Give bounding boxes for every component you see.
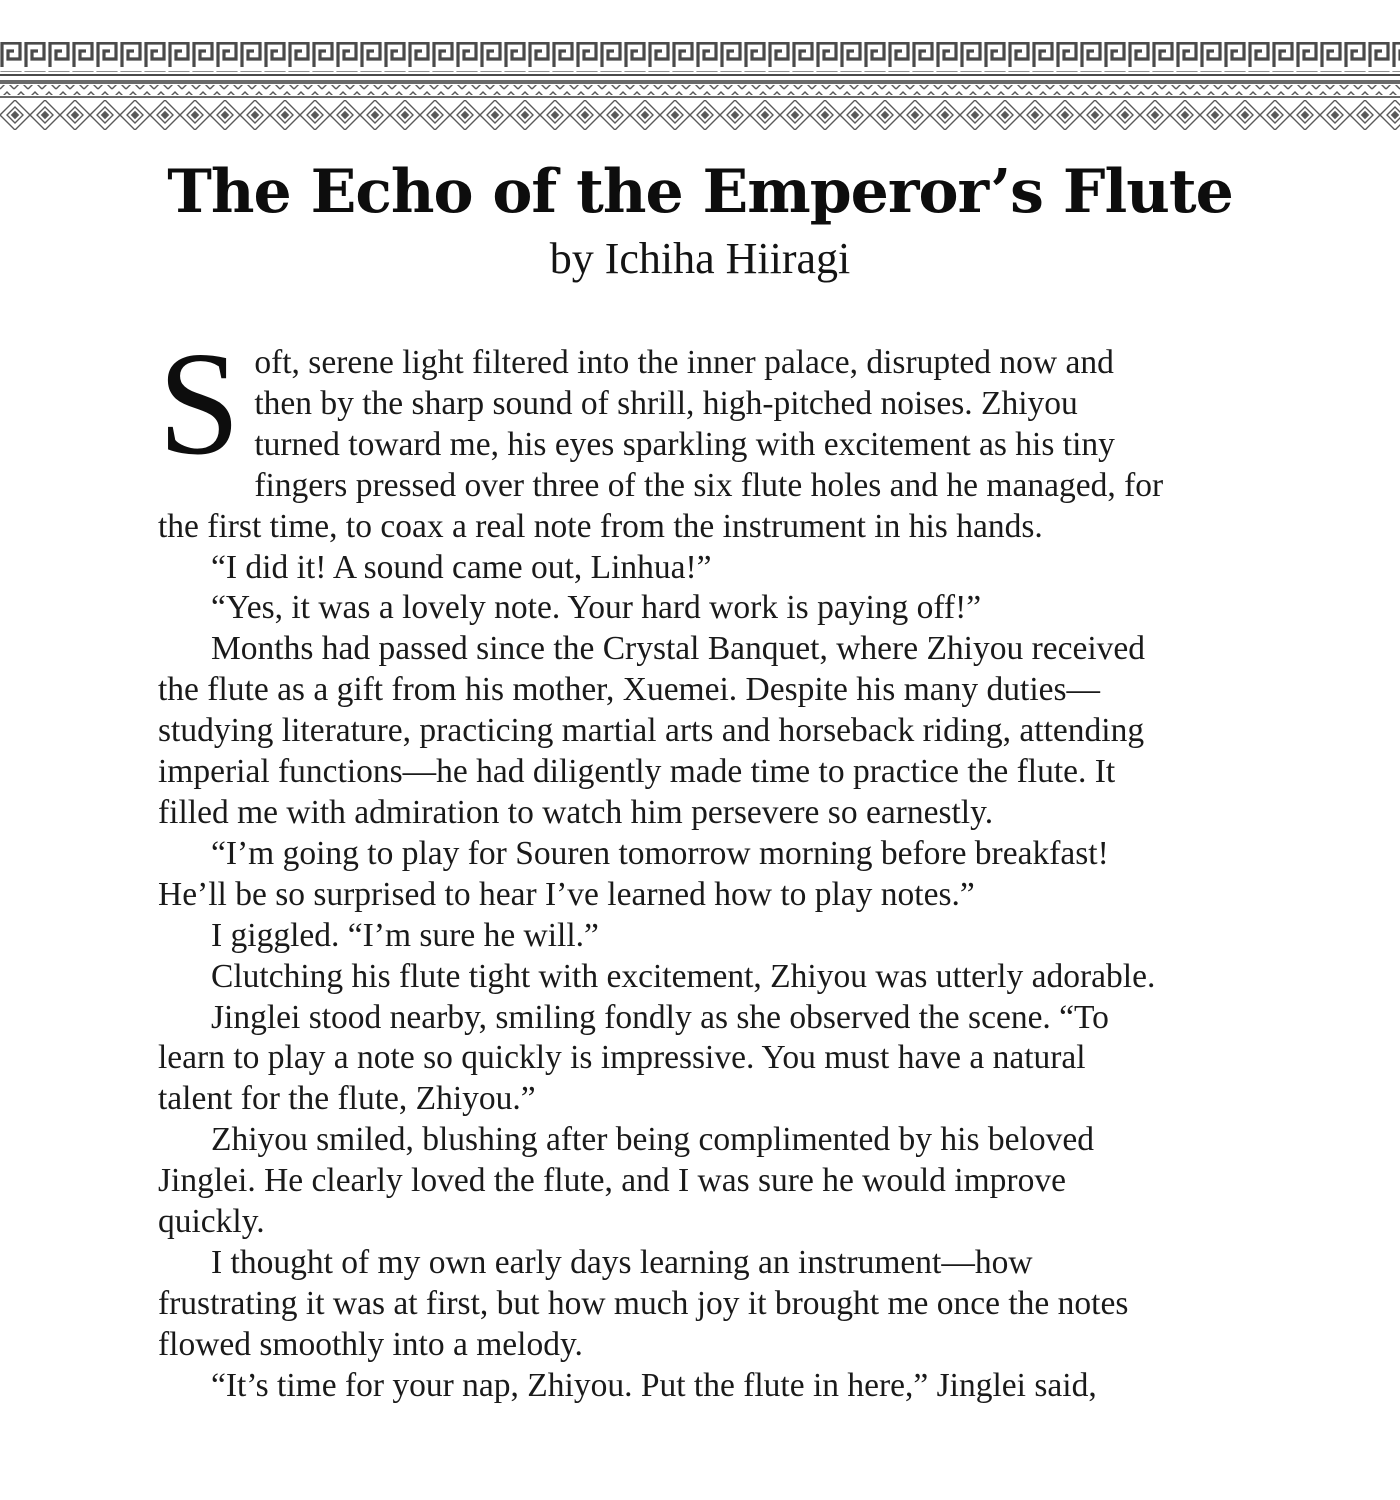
story-paragraph: “Yes, it was a lovely note. Your hard work is paying off!” [211,589,982,627]
story-paragraph: “It’s time for your nap, Zhiyou. Put the flute in here,” Jinglei said, [211,1366,1097,1404]
story-paragraph: I giggled. “I’m sure he will.” [211,916,599,954]
first-paragraph-text: oft, serene light filtered into the inner palace, disrupted now and then by the sharp sound of shrill, high-pitched noises. Zhiyou turned toward me, his eyes sparkling with excitement as his tiny fingers pressed over three of the six flute holes and he managed, for the first time, to coax a real note from the instrument in his hands. [158,344,1164,545]
story-paragraph: I thought of my own early days learning an instrument—how frustrating it was at first, but how much joy it brought me once the notes flowed smoothly into a melody. [158,1243,1129,1363]
story-body [158,322,1168,1407]
story-byline: by Ichiha Hiiragi [549,234,851,283]
story-paragraph-first [158,322,1168,548]
story-paragraph: Jinglei stood nearby, smiling fondly as she observed the scene. “To learn to play a note so quickly is impressive. You must have a natural talent for the flute, Zhiyou.” [158,998,1109,1118]
drop-cap-letter: S [158,322,241,486]
diamond-border-row [0,100,1400,130]
decorative-border-band [0,40,1400,132]
story-paragraph: Clutching his flute tight with excitement, Zhiyou was utterly adorable. [211,957,1156,995]
story-paragraph: Zhiyou smiled, blushing after being complimented by his beloved Jinglei. He clearly loved the flute, and I was sure he would improve quickly. [158,1121,1094,1241]
story-paragraph: Months had passed since the Crystal Banquet, where Zhiyou received the flute as a gift from his mother, Xuemei. Despite his many duties—studying literature, practicing martial arts and horseback riding, attending imperial functions—he had diligently made time to practice the flute. It filled me with admiration to watch him persevere so earnestly. [158,630,1146,831]
story-title: The Echo of the Emperor’s Flute [167,157,1233,227]
story-paragraph: “I’m going to play for Souren tomorrow morning before breakfast! He’ll be so surprised to hear I’ve learned how to play notes.” [158,834,1109,913]
zigzag-border-row [0,80,1400,98]
story-paragraph: “I did it! A sound came out, Linhua!” [211,548,712,586]
greek-key-border-row [0,42,1400,76]
